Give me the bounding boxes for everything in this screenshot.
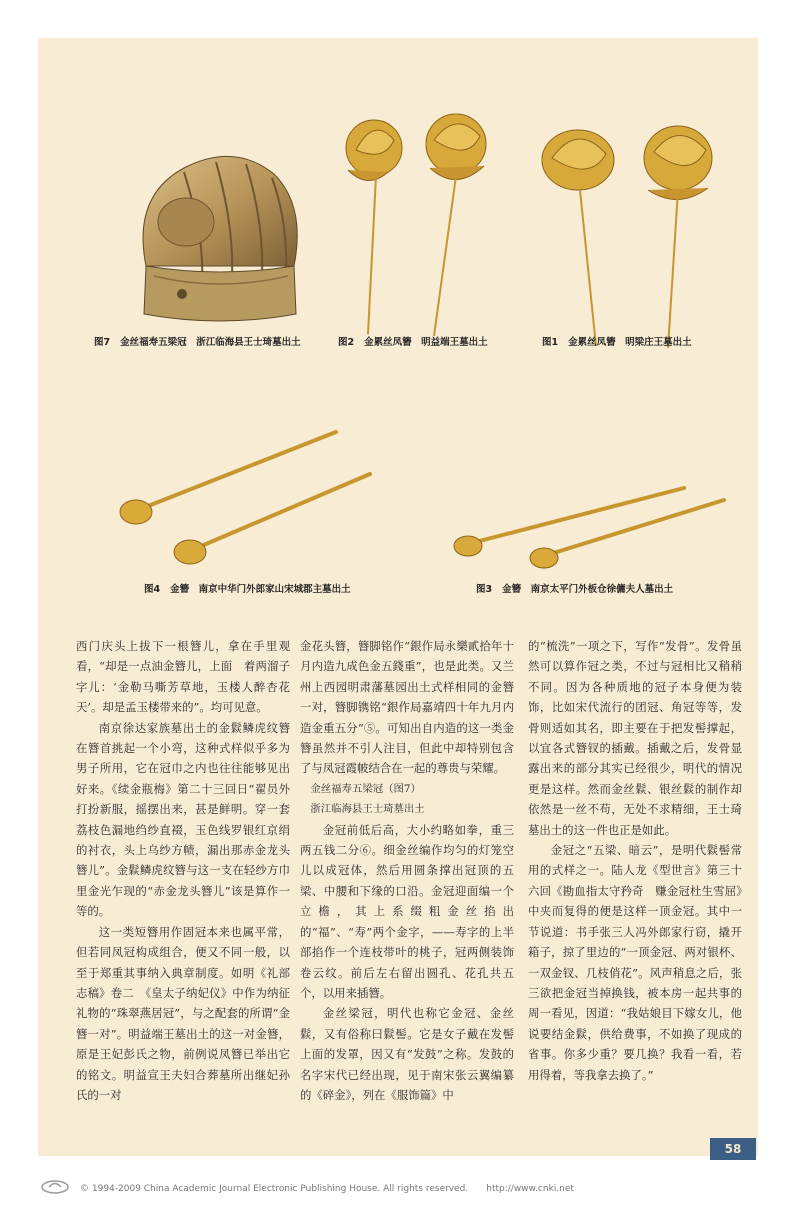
figure-7-caption — [94, 334, 301, 348]
paragraph: 西门庆头上拔下一根簪儿，拿在手里观看，“却是一点油金簪儿，上面 着两溜子字儿：‘金勒马嘶芳草地，玉楼人醉杏花天’。却是孟玉楼带来的”。均可见意。 — [76, 639, 290, 715]
figure-4-caption — [144, 581, 351, 595]
figure-1-phoenix-hairpins — [528, 118, 728, 354]
figure-2-phoenix-hairpins — [338, 110, 508, 346]
figure-1-caption — [542, 334, 692, 348]
cnki-logo-icon — [40, 1179, 70, 1199]
text-column-2 — [300, 636, 514, 1105]
figure-4-number: 图4 — [144, 584, 161, 595]
figure-1-number: 图1 — [542, 337, 559, 348]
figure-4-text: 金簪 南京中华门外郎家山宋城郡主墓出土 — [170, 584, 351, 595]
text-column-3 — [528, 636, 742, 1085]
text-column-1 — [76, 636, 290, 1105]
paragraph: 金花头簪，簪脚铭作“銀作局永樂貳拾年十月内造九成色金五錢重”，也是此类。又兰州上西园明肃藩墓园出土式样相同的金簪一对，簪脚镌铭“銀作局嘉靖四十年九月内造金重五分”⑤。可知出自内造的这一类金簪虽然并不引人注目，但此中却特别包含了与凤冠霞帔结合在一起的尊贵与荣耀。 — [300, 639, 514, 776]
paragraph: 金丝梁冠，明代也称它金冠、金丝鬏，又有俗称曰鬏髻。它是女子戴在发髻上面的发罩，因又有“发鼓”之称。发鼓的名字宋代已经出现，见于南宋张云翼编纂的《碎金》，列在《服饰篇》中 — [300, 1006, 514, 1102]
figure-2-number: 图2 — [338, 337, 355, 348]
figure-2-caption — [338, 334, 488, 348]
figure-3-number: 图3 — [476, 584, 493, 595]
paragraph: 金冠之“五梁、暗云”，是明代鬏髻常用的式样之一。陆人龙《型世言》第三十六回《勘血指太守矜奇 赚金冠杜生雪屈》中夹而复得的便是这样一顶金冠。其中一节说道：书手张三人冯外郎家行窃，撬开箱子，掠了里边的“一顶金冠、两对银杯、一双金钗、几枝俏花”。风声稍息之后，张三欲把金冠当掉换钱，被本房一起共事的周一看见，因道：“我姑娘目下嫁女儿，他说要结金鬏，供给费事，不如换了现成的省事。你多少重？要几换？我看一看，若用得着，等我拿去换了。” — [528, 843, 742, 1082]
figure-7-gold-crown — [124, 126, 308, 338]
figure-3-text: 金簪 南京太平门外板仓徐傭夫人墓出土 — [502, 584, 674, 595]
footer — [0, 1176, 800, 1200]
copyright-text: © 1994-2009 China Academic Journal Electronic Publishing House. All rights reserved. http://www.cnki.net — [80, 1184, 574, 1194]
figure-3-caption — [476, 581, 673, 595]
journal-page — [38, 38, 758, 1156]
section-subheading: 浙江临海县王士琦墓出土 — [310, 803, 425, 816]
page-number: 58 — [710, 1138, 756, 1160]
paragraph: 南京徐达家族墓出土的金鬏鳞虎纹簪在簪首挑起一个小弯，这种式样似乎多为男子所用，它在冠巾之内也往往能够见出好来。《续金瓶梅》第二十三回日“翟员外打扮新服，摇摆出来，甚是鲜明。穿一套荔枝色漏地绉纱直裰，玉色线罗银红京绢的衬衣，头上乌纱方帻，漏出那赤金龙头簪儿”。金鬏鳞虎纹簪与这一支在轻纱方巾里金光乍现的“赤金龙头簪儿”该是算作一等的。 — [76, 720, 290, 919]
figure-3-gold-hairpins — [448, 444, 728, 578]
paragraph: 这一类短簪用作固冠本来也属平常，但若同凤冠构成组合，便又不同一般，以至于郑重其事纳入典章制度。如明《礼部志稿》卷二 《皇太子纳妃仪》中作为纳征礼物的“珠翠燕居冠”，与之配套的所谓“金簪一对”。明益端王墓出土的这一对金簪，原是王妃彭氏之物，前例说凤簪已举出它的铭文。明益宣王夫妇合葬墓所出继妃孙氏的一对 — [76, 924, 290, 1102]
figure-1-text: 金累丝凤簪 明梁庄王墓出土 — [568, 337, 692, 348]
figure-2-text: 金累丝凤簪 明益端王墓出土 — [364, 337, 488, 348]
section-heading: 金丝福寿五梁冠（图7） — [310, 782, 421, 795]
figure-7-text: 金丝福寿五梁冠 浙江临海县王士琦墓出土 — [120, 337, 301, 348]
paragraph: 的“梳洗”一项之下，写作“发骨”。发骨虽然可以算作冠之类，不过与冠相比又稍稍不同。因为各种质地的冠子本身便为装饰，比如宋代流行的团冠、角冠等等，发骨则适如其名，即主要在于把发髻撑起，以宜各式簪钗的插戴。插戴之后，发骨显露出来的部分其实已经很少，明代的情况更是这样。然而金丝鬏、银丝鬏的制作却依然是一丝不苟，无处不求精细，王士琦墓出土的这一件也正是如此。 — [528, 639, 742, 837]
paragraph: 金冠前低后高，大小约略如拳，重三两五钱二分⑥。细金丝编作均匀的灯笼空儿以成冠体，然后用圆条撑出冠顶的五梁、中腰和下缘的口沿。金冠迎面编一个立檐，其上系缀粗金丝掐出的“福”、“寿”两个金字，——寿字的上半部掐作一个连枝带叶的桃子，冠两侧装饰卷云纹。前后左右留出圆孔、花孔共五个，以用来插簪。 — [300, 822, 514, 1000]
figure-7-number: 图7 — [94, 337, 111, 348]
figure-4-gold-hairpins — [112, 418, 372, 572]
